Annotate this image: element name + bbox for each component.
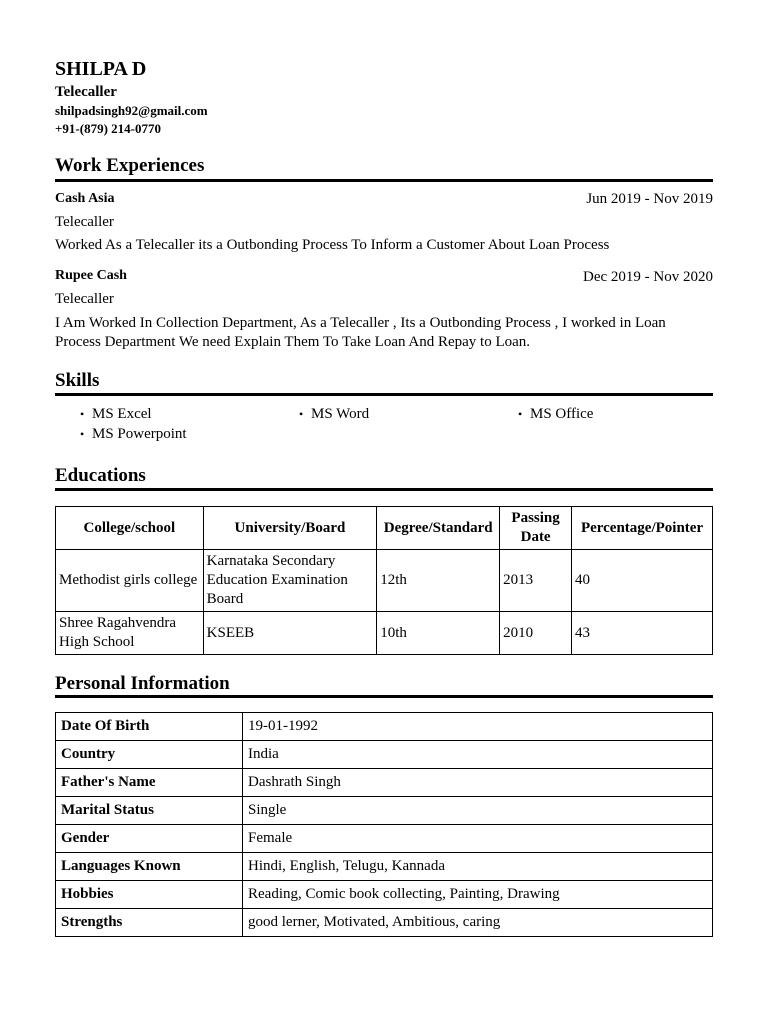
table-row [56,881,713,909]
table-row [56,741,713,769]
column-header: Passing Date [500,507,572,550]
skill-item [80,425,187,443]
education-section-title: Educations [55,465,146,486]
info-value: India [243,741,713,769]
candidate-role: Telecaller [55,84,117,100]
table-row [56,909,713,937]
info-value: Female [243,825,713,853]
email-text: shilpadsingh92@gmail.com [55,103,208,118]
work-section-title: Work Experiences [55,155,205,176]
table-cell: Karnataka Secondary Education Examination Board [203,550,377,612]
skill-label: MS Excel [92,406,152,422]
skill-label: MS Powerpoint [92,426,187,442]
skill-item [299,405,369,423]
table-row [56,825,713,853]
info-label: Marital Status [56,797,243,825]
column-header: University/Board [203,507,377,550]
job-title: Telecaller [55,214,114,230]
table-row [56,612,713,655]
info-label: Country [56,741,243,769]
phone-text: +91-(879) 214-0770 [55,121,161,136]
bullet-icon: • [80,427,85,441]
column-header: Degree/Standard [377,507,500,550]
info-label: Gender [56,825,243,853]
bullet-icon: • [80,407,85,421]
table-row [56,550,713,612]
skill-item [518,405,593,423]
table-row [56,853,713,881]
table-cell: Shree Ragahvendra High School [56,612,204,655]
info-value: 19-01-1992 [243,713,713,741]
skill-label: MS Office [530,406,594,422]
table-cell: 12th [377,550,500,612]
info-value: Hindi, English, Telugu, Kannada [243,853,713,881]
table-row [56,797,713,825]
job-dates: Dec 2019 - Nov 2020 [583,269,713,285]
section-divider [55,488,713,491]
job-company: Cash Asia [55,191,115,206]
info-value: Reading, Comic book collecting, Painting, Drawing [243,881,713,909]
job-dates: Jun 2019 - Nov 2019 [586,191,713,207]
section-divider [55,393,713,396]
skill-item [80,405,152,423]
info-value: Dashrath Singh [243,769,713,797]
section-divider [55,695,713,698]
table-header-row [56,507,713,550]
table-cell: 43 [572,612,713,655]
section-divider [55,179,713,182]
info-label: Father's Name [56,769,243,797]
job-description: I Am Worked In Collection Department, As a Telecaller , Its a Outbonding Process , I worked in Loan Process Department We need Explain Them To Take Loan And Repay to Loan. [55,315,666,350]
info-label: Strengths [56,909,243,937]
table-cell: 10th [377,612,500,655]
table-row [56,713,713,741]
table-cell: 2013 [500,550,572,612]
info-value: good lerner, Motivated, Ambitious, caring [243,909,713,937]
table-cell: Methodist girls college [56,550,204,612]
info-label: Date Of Birth [56,713,243,741]
skill-label: MS Word [311,406,370,422]
bullet-icon: • [518,407,523,421]
job-company: Rupee Cash [55,268,127,283]
table-row [56,769,713,797]
personal-info-table [55,712,713,937]
info-value: Single [243,797,713,825]
table-cell: 2010 [500,612,572,655]
info-label: Languages Known [56,853,243,881]
bullet-icon: • [299,407,304,421]
info-label: Hobbies [56,881,243,909]
candidate-name: SHILPA D [55,58,147,80]
skills-section-title: Skills [55,370,100,391]
job-title: Telecaller [55,291,114,307]
education-table [55,506,713,655]
table-cell: 40 [572,550,713,612]
column-header: Percentage/Pointer [572,507,713,550]
job-description: Worked As a Telecaller its a Outbonding Process To Inform a Customer About Loan Process [55,237,610,253]
personal-section-title: Personal Information [55,673,230,694]
table-cell: KSEEB [203,612,377,655]
column-header: College/school [56,507,204,550]
